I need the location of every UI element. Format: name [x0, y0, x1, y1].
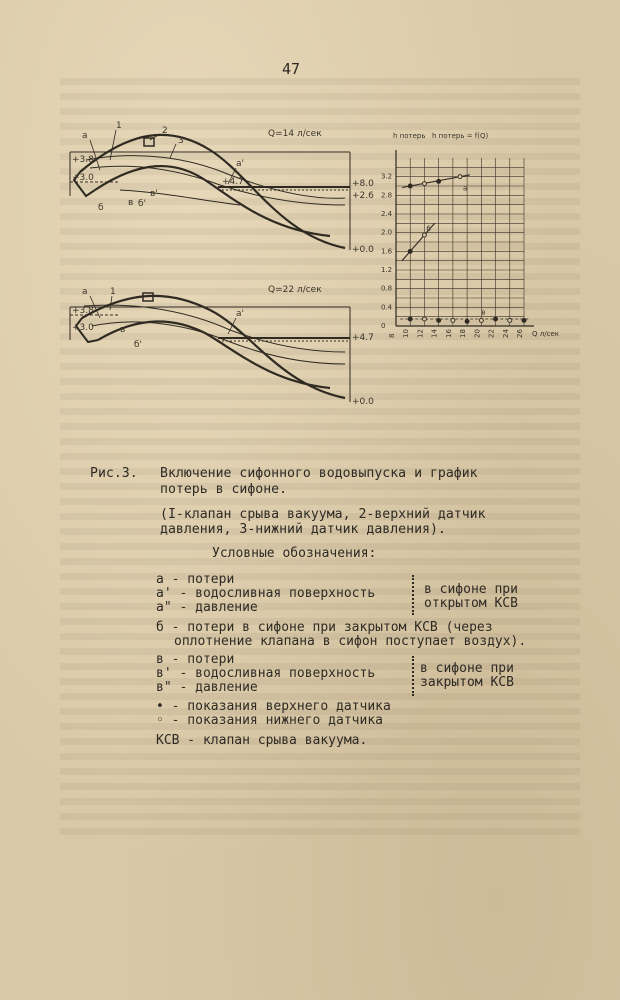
top-flow-label: Q=14 л/сек [268, 129, 322, 139]
chart-title: h потерь = f(Q) [432, 132, 489, 140]
legend-a-spillway: а' - водосливная поверхность [156, 586, 376, 601]
top-level-label-3: +4.7 [222, 177, 244, 187]
chart-point-в-3 [451, 318, 455, 322]
chart-y-tick-12: 2.4 [381, 210, 393, 218]
chart-x-tick-6: 20 [473, 329, 482, 338]
bottom-siphon-diagram [70, 293, 350, 402]
chart-x-tick-0: 8 [388, 333, 396, 338]
chart-series-label-2: в [481, 308, 486, 317]
top-point-label-a: а [82, 131, 88, 141]
legend-closed-note-2: закрытом КСВ [420, 675, 514, 690]
caption-line-4: давления, 3-нижний датчик давления). [160, 522, 446, 537]
bottom-point-label-a-prime: а' [236, 309, 244, 319]
chart-point-в-8 [522, 318, 526, 322]
legend-title: Условные обозначения: [212, 546, 377, 561]
top-point-label-v: в [128, 198, 134, 208]
top-level-label-2: +3.0 [72, 173, 94, 183]
chart-point-в-4 [465, 319, 469, 323]
top-point-label-b: б [98, 203, 104, 213]
chart-point-а-0 [408, 184, 412, 188]
top-point-label-3: 3 [178, 136, 184, 146]
chart-point-а-2 [437, 179, 441, 183]
top-siphon-diagram [70, 130, 350, 250]
chart-y-tick-14: 2.8 [381, 191, 393, 200]
legend-upper-sensor: • - показания верхнего датчика [156, 699, 391, 714]
bottom-level-label-4: +0.0 [352, 397, 374, 407]
chart-point-б-1 [422, 233, 426, 237]
legend-b-line-1: б - потери в сифоне при закрытом КСВ (через [156, 620, 493, 635]
chart-y-axis-label: h потерь [393, 132, 426, 140]
bottom-point-label-a: а [82, 287, 88, 297]
top-point-label-a-prime: а' [236, 159, 244, 169]
chart-x-tick-8: 24 [501, 329, 510, 338]
page-number: 47 [282, 60, 301, 78]
chart-x-tick-2: 12 [416, 329, 425, 338]
caption-line-1: Включение сифонного водовыпуска и график [160, 466, 478, 481]
legend-v-spillway: в' - водосливная поверхность [156, 666, 376, 681]
legend-b-line-2: оплотнение клапана в сифон поступает воздух). [174, 634, 527, 649]
chart-point-в-2 [437, 318, 441, 322]
chart-x-tick-5: 18 [459, 329, 468, 338]
bottom-level-label-1: +3.8 [72, 306, 94, 316]
figure-3 [0, 0, 620, 470]
chart-point-а-3 [458, 175, 462, 179]
legend-v-losses: в - потери [156, 652, 235, 667]
top-level-label-6: +0.0 [352, 245, 374, 255]
legend-a-losses: а - потери [156, 572, 235, 587]
top-level-label-1: +3.8 [72, 155, 94, 165]
top-point-label-v-prime: в' [150, 189, 158, 199]
top-level-label-4: +8.0 [352, 179, 374, 189]
chart-y-tick-2: 0.4 [381, 303, 393, 312]
chart-point-в-6 [494, 317, 498, 321]
bottom-point-label-b-prime: б' [134, 340, 143, 350]
chart-x-axis-label: Q л/сек [532, 330, 559, 338]
bottom-point-label-v: в [120, 325, 126, 335]
legend-a-pressure: а" - давление [156, 600, 258, 615]
legend-closed-brace [412, 656, 416, 696]
legend-open-brace [412, 575, 416, 615]
bottom-flow-label: Q=22 л/сек [268, 285, 322, 295]
bottom-point-label-1: 1 [110, 287, 116, 297]
legend-open-note-2: открытом КСВ [424, 596, 518, 611]
top-point-label-b-prime: б' [138, 199, 147, 209]
chart-x-tick-3: 14 [430, 329, 439, 338]
chart-y-tick-10: 2.0 [381, 228, 393, 237]
chart-x-tick-9: 26 [516, 329, 524, 338]
chart-series-label-0: а [463, 184, 468, 193]
caption-line-3: (I-клапан срыва вакуума, 2-верхний датчик [160, 507, 486, 522]
chart-x-tick-4: 16 [444, 329, 453, 338]
chart-point-в-7 [508, 318, 512, 322]
chart-series-label-1: б [426, 225, 431, 233]
loss-chart [381, 132, 559, 338]
chart-point-в-0 [408, 317, 412, 321]
caption-line-2: потерь в сифоне. [160, 482, 288, 497]
chart-y-tick-8: 1.6 [381, 247, 393, 256]
chart-point-б-0 [408, 249, 412, 253]
legend-lower-sensor: ◦ - показания нижнего датчика [156, 713, 383, 728]
top-point-label-1: 1 [116, 121, 122, 131]
legend-closed-note-1: в сифоне при [420, 661, 514, 676]
chart-point-а-1 [422, 182, 426, 186]
bottom-level-label-3: +4.7 [352, 333, 374, 343]
chart-x-tick-1: 10 [402, 329, 411, 338]
chart-y-tick-0: 0 [381, 322, 386, 330]
chart-point-в-1 [422, 317, 426, 321]
top-point-label-2: 2 [162, 126, 168, 136]
chart-point-в-5 [479, 318, 483, 322]
chart-x-tick-7: 22 [487, 329, 496, 338]
bottom-level-label-2: +3.0 [72, 323, 94, 333]
chart-y-tick-6: 1.2 [381, 266, 393, 274]
caption-label: Рис.3. [90, 466, 138, 481]
legend-open-note-1: в сифоне при [424, 582, 518, 597]
legend-v-pressure: в" - давление [156, 680, 258, 695]
legend-ksv: КСВ - клапан срыва вакуума. [156, 733, 368, 748]
chart-y-tick-16: 3.2 [381, 172, 393, 181]
chart-y-tick-4: 0.8 [381, 284, 393, 293]
top-level-label-5: +2.6 [352, 191, 374, 201]
